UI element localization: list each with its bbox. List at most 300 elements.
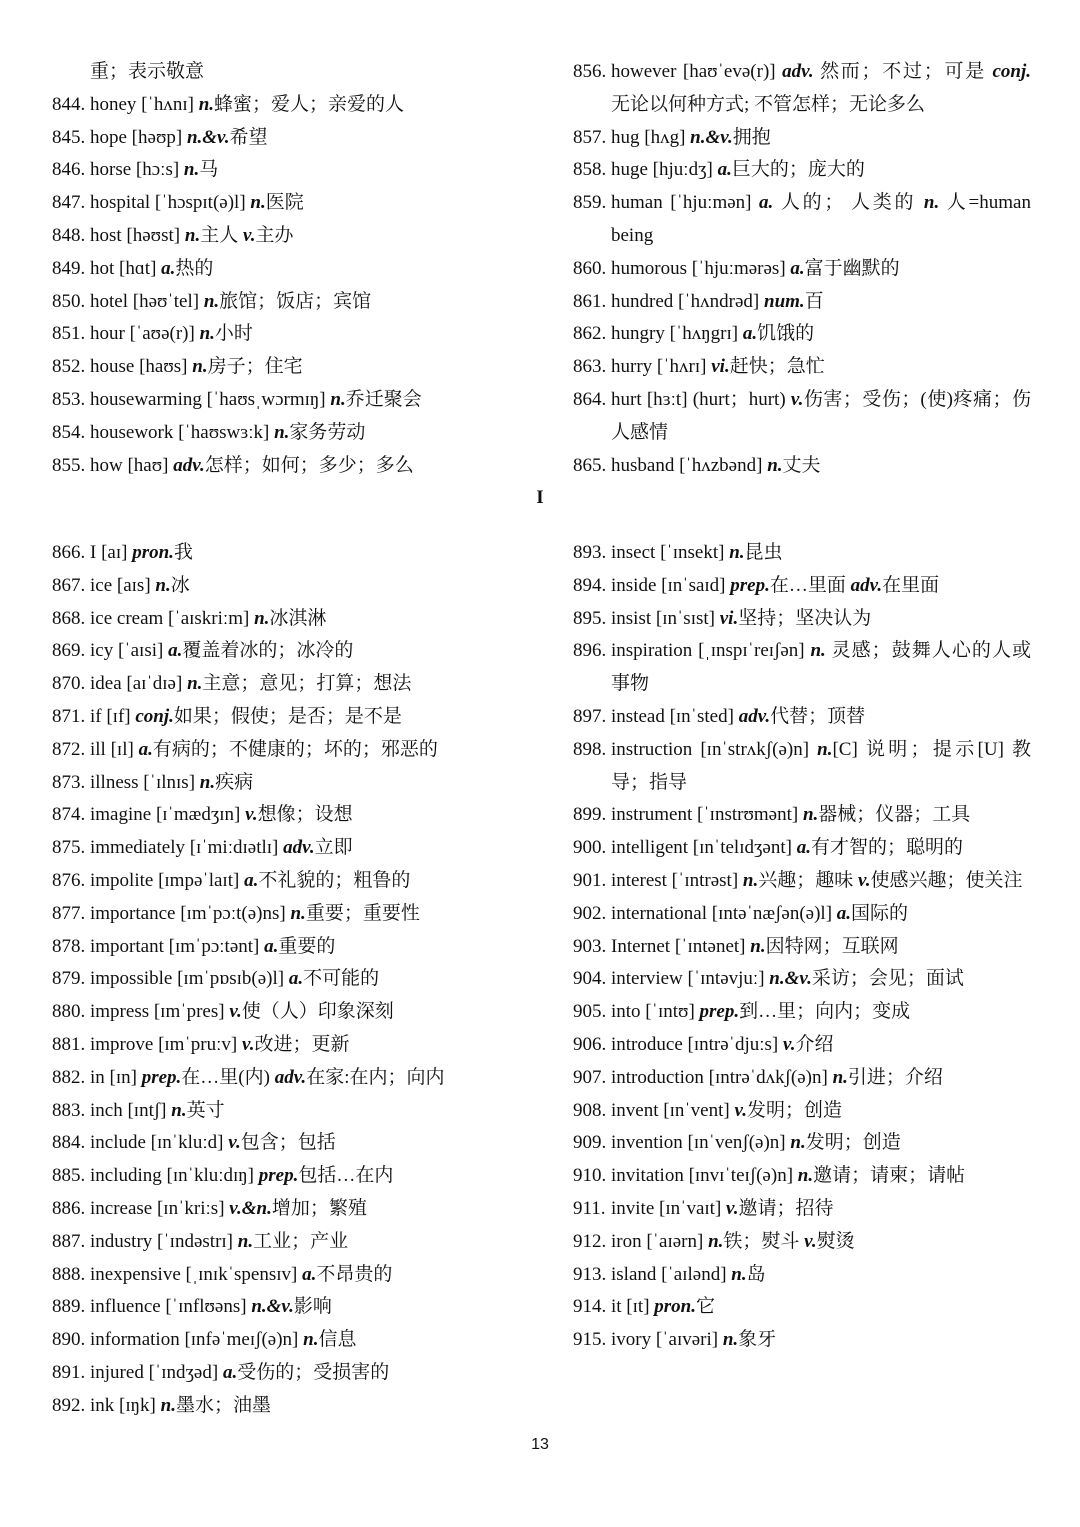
part-of-speech: n.: [160, 1394, 176, 1416]
entry-text: 在家:在内；向内: [306, 1066, 445, 1088]
part-of-speech: a.: [161, 257, 176, 279]
right-column-top: [573, 56, 1031, 482]
entry-number: 883.: [52, 1099, 86, 1121]
entry-number: 884.: [52, 1132, 86, 1154]
part-of-speech: n.: [187, 673, 203, 695]
part-of-speech: n.: [797, 1165, 814, 1187]
entry-text: imagine [ɪˈmædʒɪn]: [90, 804, 246, 826]
part-of-speech: n.: [722, 1329, 739, 1351]
entry-text: 主办: [255, 224, 294, 246]
part-of-speech: a.: [759, 192, 774, 214]
entry-text: 拥抱: [732, 126, 771, 148]
entry-number: 864.: [573, 388, 607, 410]
part-of-speech: v.: [734, 1099, 747, 1121]
part-of-speech: adv.: [738, 705, 771, 727]
entry-text: 坚持；坚决认为: [738, 607, 872, 629]
entry-text: if [ɪf]: [90, 705, 136, 727]
entry-number: 863.: [573, 356, 607, 378]
entry-text: 岛: [746, 1263, 766, 1285]
vocab-entry: [52, 1127, 522, 1160]
entry-text: 兴趣；趣味: [758, 869, 858, 891]
entry-number: 903.: [573, 935, 607, 957]
entry-number: 872.: [52, 738, 86, 760]
entry-text: inspiration [ˌɪnspɪˈreɪʃən]: [611, 640, 811, 662]
entry-number: 857.: [573, 126, 607, 148]
entry-list: [573, 56, 1031, 482]
entry-text: ivory [ˈaɪvəri]: [611, 1329, 723, 1351]
entry-text: 使感兴趣；使关注: [870, 869, 1023, 891]
entry-text: 伤害；受伤；(使)疼痛；伤人感情: [611, 388, 1031, 443]
vocab-entry: [573, 635, 1031, 701]
vocab-entry: [573, 1062, 1031, 1095]
vocab-entry: [52, 1291, 522, 1324]
vocab-entry: [573, 318, 1031, 351]
entry-number: 875.: [52, 837, 86, 859]
vocab-entry: [573, 963, 1031, 996]
vocab-entry: [52, 570, 522, 603]
entry-text: 覆盖着冰的；冰冷的: [182, 640, 354, 662]
vocab-entry: [573, 701, 1031, 734]
entry-number: 855.: [52, 454, 86, 476]
part-of-speech: a.: [222, 1361, 238, 1383]
entry-text: how [haʊ]: [90, 454, 174, 476]
entry-text: interest [ˈɪntrəst]: [611, 869, 743, 891]
entry-text: 主人: [200, 224, 243, 246]
entry-text: include [ɪnˈkluːd]: [90, 1132, 229, 1154]
entry-text: increase [ɪnˈkriːs]: [90, 1197, 230, 1219]
entry-text: 包括…在内: [298, 1165, 394, 1187]
entry-text: 改进；更新: [254, 1033, 350, 1055]
vocab-entry: [52, 865, 522, 898]
entry-text: 铁；熨斗: [723, 1230, 805, 1252]
part-of-speech: adv.: [274, 1066, 307, 1088]
part-of-speech: a.: [168, 640, 183, 662]
entry-text: hospital [ˈhɔspɪt(ə)l]: [90, 192, 251, 214]
entry-number: 859.: [573, 192, 607, 214]
entry-number: 899.: [573, 804, 607, 826]
entry-text: 墨水；油墨: [175, 1394, 271, 1416]
entry-text: icy [ˈaɪsi]: [90, 640, 169, 662]
entry-text: 发明；创造: [805, 1132, 901, 1154]
vocab-entry: [52, 450, 522, 483]
entry-number: 866.: [52, 542, 86, 563]
entry-number: 871.: [52, 705, 86, 727]
entry-text: insist [ɪnˈsɪst]: [611, 607, 720, 629]
part-of-speech: a.: [717, 159, 732, 181]
part-of-speech: n.: [274, 421, 290, 443]
vocab-entry: [573, 996, 1031, 1029]
vocab-entry: [52, 996, 522, 1029]
part-of-speech: a.: [138, 738, 153, 760]
entry-number: 909.: [573, 1132, 607, 1154]
entry-text: 冰: [170, 574, 190, 596]
entry-text: industry [ˈɪndəstrɪ]: [90, 1230, 238, 1252]
part-of-speech: adv.: [283, 837, 315, 859]
entry-number: 852.: [52, 356, 86, 378]
entry-text: 马: [199, 159, 219, 181]
entry-text: 怎样；如何；多少；多么: [204, 454, 414, 476]
entry-text: 到…里；向内；变成: [739, 1001, 911, 1023]
entry-text: hundred [ˈhʌndrəd]: [611, 290, 765, 312]
entry-text: inch [ɪntʃ]: [90, 1099, 172, 1121]
entry-text: 不礼貌的；粗鲁的: [258, 869, 411, 891]
entry-text: inexpensive [ˌɪnɪkˈspensɪv]: [90, 1263, 303, 1285]
part-of-speech: n.: [330, 388, 346, 410]
entry-number: 915.: [573, 1329, 607, 1351]
entry-number: 877.: [52, 902, 86, 924]
entry-number: 898.: [573, 738, 607, 760]
entry-text: immediately [ɪˈmiːdɪətlɪ]: [90, 837, 284, 859]
entry-text: 有病的；不健康的；坏的；邪恶的: [152, 738, 438, 760]
entry-text: 重要的: [278, 935, 336, 957]
entry-number: 882.: [52, 1066, 86, 1088]
vocab-entry: [573, 1095, 1031, 1128]
entry-number: 846.: [52, 159, 86, 181]
entry-text: 人的； 人类的: [773, 192, 924, 214]
entry-number: 862.: [573, 323, 607, 345]
part-of-speech: a.: [742, 323, 758, 345]
right-column-bottom: [573, 537, 1031, 1357]
entry-text: housewarming [ˈhaʊsˌwɔrmɪŋ]: [90, 388, 331, 410]
part-of-speech: n.: [203, 290, 220, 312]
vocab-entry: [52, 220, 522, 253]
entry-number: 881.: [52, 1033, 86, 1055]
entry-text: 主意；意见；打算；想法: [202, 673, 412, 695]
entry-text: injured [ˈɪndʒəd]: [90, 1361, 223, 1383]
entry-text: Internet [ˈɪntənet]: [611, 935, 751, 957]
entry-text: husband [ˈhʌzbənd]: [611, 454, 768, 476]
vocab-entry: [573, 1324, 1031, 1357]
entry-text: importance [ɪmˈpɔːt(ə)ns]: [90, 902, 291, 924]
entry-text: 工业；产业: [253, 1230, 349, 1252]
vocab-entry: [573, 122, 1031, 155]
vocab-entry: [573, 1226, 1031, 1259]
entry-list: [52, 537, 522, 1423]
part-of-speech: n.: [802, 804, 819, 826]
entry-text: instrument [ˈɪnstrʊmənt]: [611, 804, 803, 826]
entry-text: hungry [ˈhʌŋgrɪ]: [611, 323, 743, 345]
entry-text: into [ˈɪntʊ]: [611, 1001, 700, 1023]
entry-number: 853.: [52, 388, 86, 410]
vocab-entry: [573, 603, 1031, 636]
vocab-entry: [52, 767, 522, 800]
vocab-entry: [573, 154, 1031, 187]
entry-text: 熨烫: [816, 1230, 855, 1252]
entry-text: 引进；介绍: [847, 1066, 943, 1088]
entry-text: 包含；包括: [240, 1132, 336, 1154]
vocab-entry: [52, 318, 522, 351]
entry-number: 867.: [52, 574, 86, 596]
vocab-entry: [573, 351, 1031, 384]
vocab-entry: [52, 351, 522, 384]
entry-number: 893.: [573, 542, 607, 563]
entry-text: 灵感；鼓舞人心的人或事物: [611, 640, 1031, 695]
part-of-speech: n.: [729, 542, 745, 563]
entry-number: 850.: [52, 290, 86, 312]
part-of-speech: n.: [731, 1263, 747, 1285]
section-letter-heading: I: [536, 487, 544, 508]
part-of-speech: n.: [832, 1066, 848, 1088]
part-of-speech: v.&n.: [229, 1197, 272, 1219]
part-of-speech: a.: [302, 1263, 317, 1285]
entry-text: insect [ˈɪnsekt]: [611, 542, 730, 563]
entry-text: [C] 说明；提示[U] 教导；指导: [611, 738, 1032, 793]
part-of-speech: n.: [155, 574, 171, 596]
entry-text: 百: [804, 290, 824, 312]
part-of-speech: v.: [790, 388, 804, 410]
part-of-speech: num.: [764, 290, 805, 312]
vocab-entry: [52, 799, 522, 832]
entry-number: 876.: [52, 869, 86, 891]
entry-text: introduce [ɪntrəˈdjuːs]: [611, 1033, 784, 1055]
part-of-speech: n.&v.: [186, 126, 230, 148]
vocab-entry: [52, 122, 522, 155]
entry-text: 它: [696, 1296, 716, 1318]
page-number: 13: [531, 1436, 549, 1453]
part-of-speech: n.: [192, 356, 208, 378]
entry-number: 856.: [573, 61, 607, 82]
vocab-entry: [52, 1193, 522, 1226]
entry-number: 906.: [573, 1033, 607, 1055]
vocab-entry: [573, 898, 1031, 931]
vocab-entry: [52, 701, 522, 734]
entry-text: 我: [173, 542, 193, 563]
part-of-speech: a.: [796, 837, 811, 859]
entry-number: 865.: [573, 454, 607, 476]
entry-number: 897.: [573, 705, 607, 727]
entry-text: 增加；繁殖: [271, 1197, 367, 1219]
entry-text: 丈夫: [782, 454, 821, 476]
entry-number: 860.: [573, 257, 607, 279]
entry-number: 878.: [52, 935, 86, 957]
part-of-speech: n.: [742, 869, 759, 891]
entry-text: hour [ˈaʊə(r)]: [90, 323, 200, 345]
entry-text: 不可能的: [303, 968, 380, 990]
entry-text: 英寸: [186, 1099, 225, 1121]
entry-text: 信息: [318, 1329, 357, 1351]
entry-number: 869.: [52, 640, 86, 662]
entry-number: 892.: [52, 1394, 86, 1416]
vocab-entry: [52, 1062, 522, 1095]
part-of-speech: n.: [250, 192, 266, 214]
entry-text: 采访；会见；面试: [811, 968, 964, 990]
part-of-speech: prep.: [699, 1001, 740, 1023]
entry-text: 乔迁聚会: [345, 388, 422, 410]
part-of-speech: n.: [810, 640, 826, 662]
part-of-speech: conj.: [992, 61, 1031, 82]
part-of-speech: n.: [767, 454, 783, 476]
entry-number: 911.: [573, 1197, 606, 1219]
entry-list: [573, 537, 1031, 1357]
entry-number: 894.: [573, 574, 607, 596]
entry-text: 在…里面: [769, 574, 851, 596]
entry-text: 想像；设想: [257, 804, 353, 826]
entry-text: impress [ɪmˈpres]: [90, 1001, 230, 1023]
vocab-entry: [573, 1291, 1031, 1324]
part-of-speech: n.: [303, 1329, 319, 1351]
entry-text: 希望: [229, 126, 268, 148]
vocab-entry: [573, 832, 1031, 865]
entry-text: 不昂贵的: [316, 1263, 393, 1285]
vocab-entry: [52, 898, 522, 931]
part-of-speech: n.&v.: [690, 126, 733, 148]
entry-number: 845.: [52, 126, 86, 148]
vocab-entry: [573, 286, 1031, 319]
entry-text: 介绍: [795, 1033, 834, 1055]
part-of-speech: v.: [804, 1230, 817, 1252]
entry-number: 870.: [52, 673, 86, 695]
vocab-entry: [52, 253, 522, 286]
vocab-entry: [573, 384, 1031, 450]
part-of-speech: pron.: [654, 1296, 696, 1318]
part-of-speech: n.&v.: [769, 968, 812, 990]
entry-text: 邀请；请柬；请帖: [813, 1165, 966, 1187]
entry-text: 代替；顶替: [770, 705, 866, 727]
entry-text: honey [ˈhʌnɪ]: [90, 93, 199, 115]
entry-text: intelligent [ɪnˈtelɪdʒənt]: [611, 837, 797, 859]
vocab-entry: [573, 1259, 1031, 1292]
entry-number: 847.: [52, 192, 86, 214]
entry-text: 小时: [214, 323, 253, 345]
part-of-speech: v.: [858, 869, 871, 891]
part-of-speech: v.: [229, 1001, 242, 1023]
entry-text: it [ɪt]: [611, 1296, 655, 1318]
entry-text: 象牙: [738, 1329, 777, 1351]
entry-number: 844.: [52, 93, 86, 115]
part-of-speech: v.: [241, 1033, 255, 1055]
entry-text: ice cream [ˈaɪskriːm]: [90, 607, 255, 629]
entry-number: 873.: [52, 771, 86, 793]
vocab-entry: [52, 187, 522, 220]
left-column-bottom: [52, 537, 522, 1423]
part-of-speech: vi.: [719, 607, 739, 629]
entry-number: 912.: [573, 1230, 607, 1252]
part-of-speech: n.: [198, 93, 215, 115]
part-of-speech: n.: [817, 738, 833, 760]
entry-text: information [ɪnfəˈmeɪʃ(ə)n]: [90, 1329, 304, 1351]
part-of-speech: n.: [199, 771, 216, 793]
entry-text: 昆虫: [744, 542, 783, 563]
part-of-speech: v.: [245, 804, 258, 826]
vocab-entry: [52, 1029, 522, 1062]
entry-text: hurry [ˈhʌrɪ]: [611, 356, 712, 378]
vocab-entry: [573, 56, 1031, 122]
part-of-speech: v.: [783, 1033, 796, 1055]
part-of-speech: n.: [183, 159, 200, 181]
part-of-speech: adv.: [782, 61, 814, 82]
entry-text: 赶快；急忙: [729, 356, 825, 378]
part-of-speech: v.: [726, 1197, 739, 1219]
entry-text: improve [ɪmˈpruːv]: [90, 1033, 242, 1055]
entry-number: 896.: [573, 640, 607, 662]
entry-text: house [haʊs]: [90, 356, 193, 378]
part-of-speech: adv.: [173, 454, 205, 476]
part-of-speech: a.: [836, 902, 852, 924]
entry-text: 重要；重要性: [305, 902, 420, 924]
entry-number: 913.: [573, 1263, 607, 1285]
entry-number: 889.: [52, 1296, 86, 1318]
entry-text: 热的: [175, 257, 214, 279]
entry-number: 849.: [52, 257, 86, 279]
entry-text: however [haʊˈevə(r)]: [611, 61, 783, 82]
entry-text: 邀请；招待: [738, 1197, 834, 1219]
entry-text: impossible [ɪmˈpɒsɪb(ə)l]: [90, 968, 289, 990]
vocab-entry: [52, 635, 522, 668]
vocab-entry: [52, 668, 522, 701]
part-of-speech: n.: [923, 192, 940, 214]
entry-text: 然而；不过；可是: [813, 61, 993, 82]
entry-number: 910.: [573, 1165, 607, 1187]
entry-number: 851.: [52, 323, 86, 345]
entry-text: 冰淇淋: [269, 607, 327, 629]
entry-number: 880.: [52, 1001, 86, 1023]
entry-text: 饥饿的: [757, 323, 815, 345]
entry-text: hotel [həʊˈtel]: [90, 290, 204, 312]
entry-text: housework [ˈhaʊswɜːk]: [90, 421, 275, 443]
entry-number: 914.: [573, 1296, 607, 1318]
entry-text: 因特网；互联网: [765, 935, 899, 957]
vocab-entry: [52, 1226, 522, 1259]
entry-text: 巨大的；庞大的: [731, 159, 865, 181]
entry-text: 无论以何种方式; 不管怎样；无论多么: [611, 93, 926, 115]
entry-text: 发明；创造: [746, 1099, 842, 1121]
part-of-speech: n.: [184, 224, 201, 246]
entry-number: 908.: [573, 1099, 607, 1121]
entry-text: 房子；住宅: [207, 356, 303, 378]
entry-number: 879.: [52, 968, 86, 990]
entry-text: interview [ˈɪntəvjuː]: [611, 968, 770, 990]
entry-list: [52, 89, 522, 483]
entry-number: 901.: [573, 869, 607, 891]
entry-text: 有才智的；聪明的: [810, 837, 963, 859]
entry-number: 902.: [573, 902, 607, 924]
part-of-speech: a.: [244, 869, 259, 891]
entry-text: international [ɪntəˈnæʃən(ə)l]: [611, 902, 837, 924]
entry-text: impolite [ɪmpəˈlaɪt]: [90, 869, 245, 891]
entry-text: 家务劳动: [289, 421, 366, 443]
part-of-speech: a.: [790, 257, 805, 279]
entry-text: human [ˈhjuːmən]: [611, 192, 760, 214]
part-of-speech: prep.: [730, 574, 770, 596]
entry-text: in [ɪn]: [90, 1066, 142, 1088]
entry-number: 905.: [573, 1001, 607, 1023]
vocab-entry: [573, 253, 1031, 286]
part-of-speech: a.: [264, 935, 279, 957]
entry-text: hug [hʌg]: [611, 126, 691, 148]
part-of-speech: adv.: [850, 574, 883, 596]
vocab-entry: [52, 963, 522, 996]
entry-text: 如果；假使；是否；是不是: [173, 705, 402, 727]
entry-number: 885.: [52, 1165, 86, 1187]
entry-text: idea [aɪˈdɪə]: [90, 673, 188, 695]
vocab-entry: [52, 1160, 522, 1193]
part-of-speech: n.: [171, 1099, 187, 1121]
entry-number: 861.: [573, 290, 607, 312]
entry-text: hot [hɑt]: [90, 257, 162, 279]
entry-text: important [ɪmˈpɔːtənt]: [90, 935, 265, 957]
vocab-entry: [573, 1193, 1031, 1226]
vocab-entry: [573, 931, 1031, 964]
entry-number: 895.: [573, 607, 607, 629]
entry-number: 891.: [52, 1361, 86, 1383]
entry-number: 890.: [52, 1329, 86, 1351]
entry-text: 蜂蜜；爱人；亲爱的人: [214, 93, 405, 115]
part-of-speech: pron.: [132, 542, 174, 563]
vocab-entry: [573, 537, 1031, 570]
vocab-entry: [573, 1160, 1031, 1193]
part-of-speech: v.: [242, 224, 256, 246]
entry-text: huge [hjuːdʒ]: [611, 159, 718, 181]
